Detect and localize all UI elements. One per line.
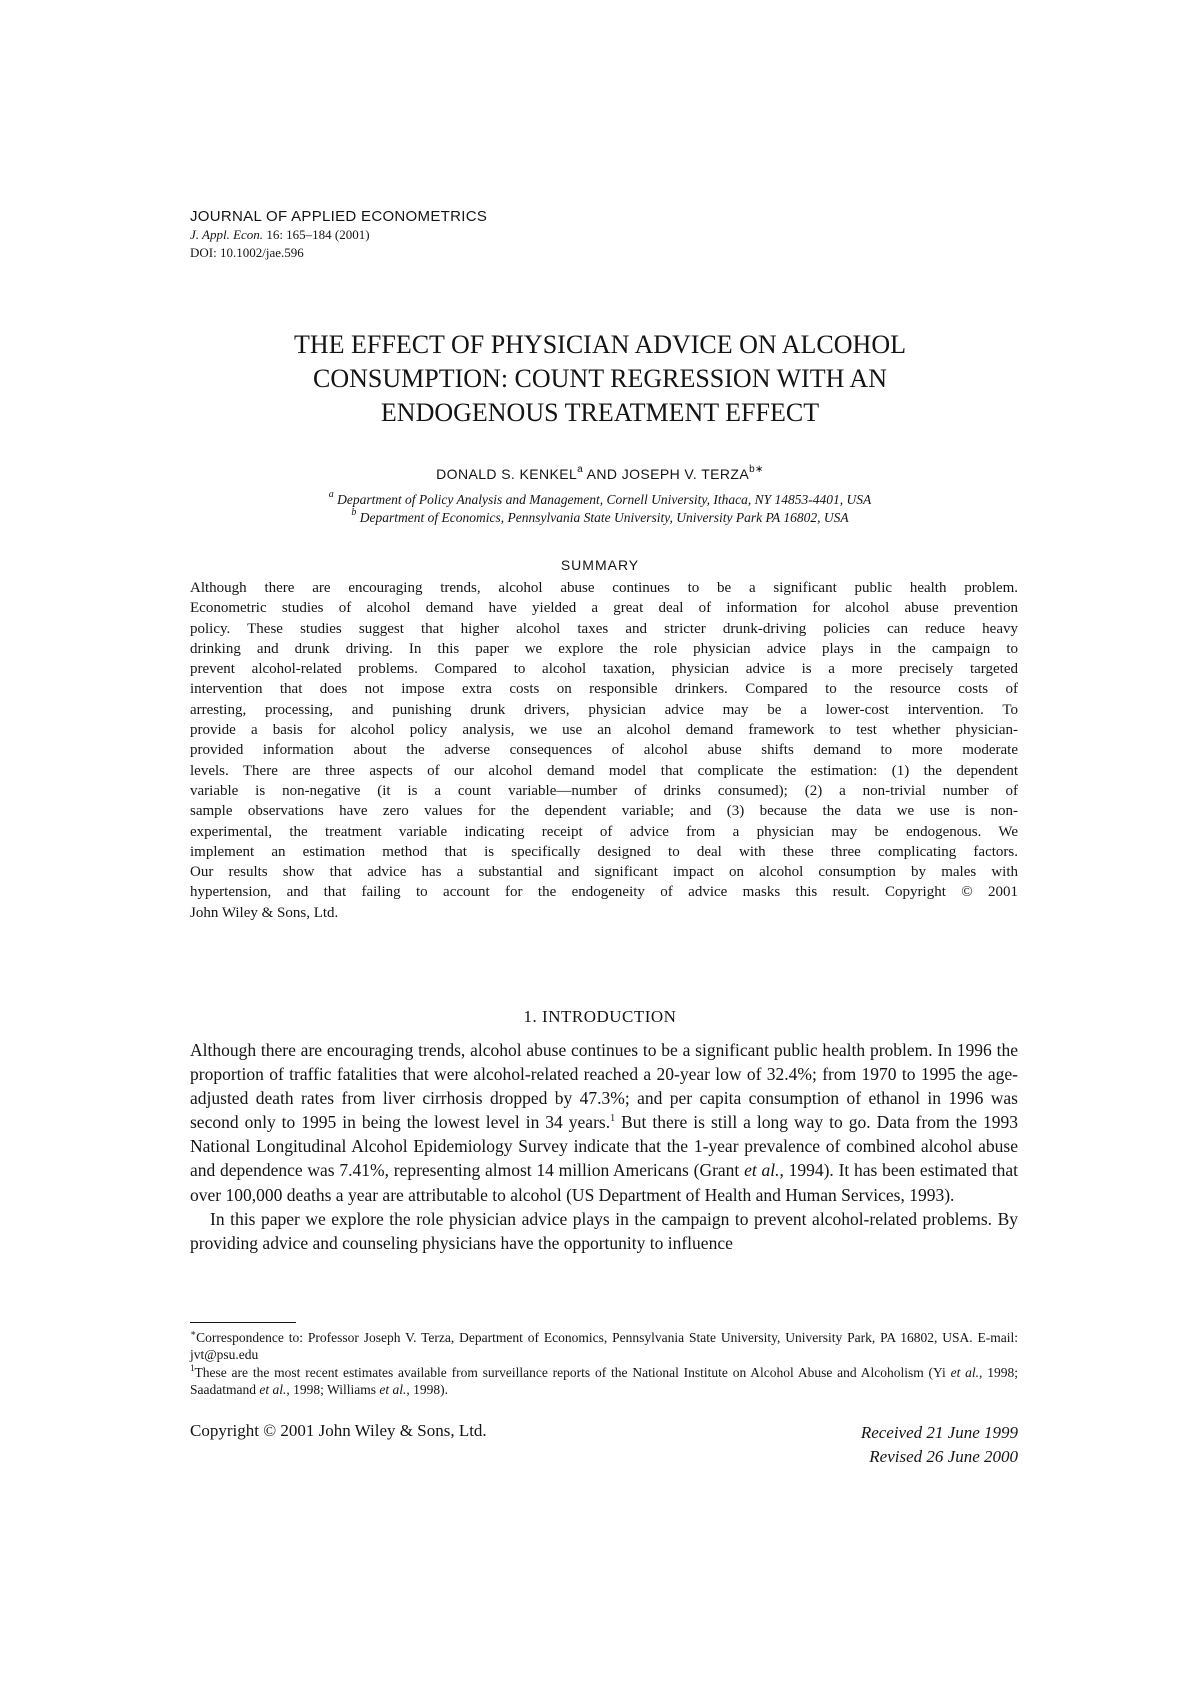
summary-line: provided information about the adverse consequences of alcohol abuse shifts demand to more moderate (190, 742, 1018, 759)
footnote-marker: 1 (190, 1362, 195, 1373)
summary-line: intervention that does not impose extra costs on responsible drinkers. Compared to the resource costs of (190, 681, 1018, 698)
summary-line: policy. These studies suggest that higher alcohol taxes and stricter drunk-driving policies can reduce heavy (190, 620, 1018, 637)
received-dates (861, 1421, 1018, 1469)
copyright-notice: Copyright © 2001 John Wiley & Sons, Ltd. (190, 1421, 487, 1440)
received-date: Received 21 June 1999 (860, 1423, 1018, 1442)
intro-paragraph: In this paper we explore the role physician advice plays in the campaign to prevent alcohol-related problems. By providing advice and counseling physicians have the opportunity to influence (190, 1208, 1018, 1253)
title-line: THE EFFECT OF PHYSICIAN ADVICE ON ALCOHOL (293, 330, 906, 359)
summary-line: prevent alcohol-related problems. Compared to alcohol taxation, physician advice is a more precisely targeted (190, 661, 1018, 678)
summary-line: levels. There are three aspects of our alcohol demand model that complicate the estimation: (1) the dependent (190, 762, 1018, 779)
revised-date: Revised 26 June 2000 (869, 1447, 1018, 1466)
footnote-1 (190, 1364, 1018, 1399)
paper-title (190, 328, 1010, 430)
intro-text: Although there are encouraging trends, alcohol abuse continues to be a significant public health problem. In 1996 the proportion of traffic fatalities that were alcohol-related reached a 20-year low of 32.4%; from 1970 to 1995 the age-adjusted death rates from liver cirrhosis dropped by 47.3%; and per capita consumption of ethanol in 1996 was second only to 1995 in being the lowest level in 34 years. (190, 1040, 1018, 1133)
summary-line: arresting, processing, and punishing drunk drivers, physician advice may be a lower-cost intervention. To (190, 701, 1018, 718)
title-line: ENDOGENOUS TREATMENT EFFECT (380, 398, 820, 427)
author-affil-marker: a (577, 464, 584, 475)
intro-paragraph (190, 1038, 1018, 1207)
footnote-marker: ∗ (190, 1328, 197, 1338)
footnote-ref: 1 (610, 1113, 616, 1125)
summary-line: hypertension, and that failing to account for the endogeneity of advice masks this result. Copyright © 2001 (190, 884, 1018, 901)
footnote-text-italic: et al. (950, 1364, 980, 1380)
summary-line: variable is non-negative (it is a count variable—number of drinks consumed); (2) a non-trivial number of (190, 782, 1018, 799)
footnote-text: Correspondence to: Professor Joseph V. Terza, Department of Economics, Pennsylvania State University, University Park, PA 16802, USA. E-mail: jvt@psu.edu (190, 1330, 1018, 1363)
authors (190, 466, 1010, 482)
summary-line: Econometric studies of alcohol demand have yielded a great deal of information for alcohol abuse prevention (190, 600, 1018, 617)
summary-abstract (190, 578, 1018, 923)
footnote-text: These are the most recent estimates available from surveillance reports of the National Institute on Alcohol Abuse and Alcoholism (Yi (194, 1364, 951, 1380)
summary-line: sample observations have zero values for the dependent variable; and (3) because the data we use is non- (190, 803, 1018, 820)
affiliation-text: Department of Economics, Pennsylvania State University, University Park PA 16802, USA (359, 510, 849, 525)
title-line: CONSUMPTION: COUNT REGRESSION WITH AN (313, 364, 887, 393)
footnote-text: , 1998; Williams (286, 1382, 380, 1398)
author-joiner: AND (586, 466, 618, 482)
summary-line: Our results show that advice has a substantial and significant impact on alcohol consumption by males with (190, 864, 1018, 881)
affiliations (190, 491, 1010, 527)
citation-journal-abbrev: J. Appl. Econ. (190, 227, 264, 242)
doi: DOI: 10.1002/jae.596 (190, 245, 304, 260)
affiliation (190, 491, 1010, 509)
author-name: JOSEPH V. TERZA (621, 466, 750, 482)
summary-line: experimental, the treatment variable indicating receipt of advice from a physician may be endogenous. We (190, 823, 1018, 840)
introduction-heading: 1. INTRODUCTION (523, 1007, 677, 1026)
affiliation-text: Department of Policy Analysis and Management, Cornell University, Ithaca, NY 14853-4401, USA (337, 492, 872, 507)
affiliation (190, 509, 1010, 527)
summary-line: drinking and drunk driving. In this paper we explore the role physician advice plays in the campaign to (190, 640, 1018, 657)
intro-text: , 1994). It has been estimated that over 100,000 deaths a year are attributable to alcohol (US Department of Health and Human Services, 1993). (190, 1160, 1018, 1205)
summary-line: implement an estimation method that is specifically designed to deal with these three complicating factors. (190, 843, 1018, 860)
summary-line: provide a basis for alcohol policy analysis, we use an alcohol demand framework to test whether physician- (190, 722, 1018, 739)
affiliation-marker: b (351, 507, 357, 518)
footnote-text-italic: et al. (259, 1382, 287, 1398)
author-name: DONALD S. KENKEL (436, 466, 578, 482)
intro-text: But there is still a long way to go. Data from the 1993 National Longitudinal Alcohol Epidemiology Survey indicate that the 1-year prevalence of combined alcohol abuse and dependence was 7.41%, representing almost 14 million Americans (Grant (190, 1112, 1018, 1181)
footnote-text-italic: et al. (379, 1382, 407, 1398)
author-affil-marker: b∗ (749, 464, 764, 475)
footnotes (190, 1329, 1018, 1399)
introduction-body (190, 1038, 1018, 1255)
summary-heading: SUMMARY (560, 557, 640, 573)
journal-name: JOURNAL OF APPLIED ECONOMETRICS (190, 208, 488, 225)
citation-volume-pages: 16: 165–184 (2001) (266, 227, 370, 242)
footnote-rule (190, 1322, 296, 1323)
intro-text-italic: et al. (744, 1160, 780, 1181)
affiliation-marker: a (328, 489, 334, 500)
footnote-text: , 1998; Saadatmand (190, 1364, 1018, 1398)
journal-citation (190, 227, 370, 243)
footnote-correspondence (190, 1329, 1018, 1364)
footnote-text: , 1998). (406, 1382, 448, 1398)
summary-line: John Wiley & Sons, Ltd. (190, 904, 339, 921)
summary-line: Although there are encouraging trends, alcohol abuse continues to be a significant public health problem. (190, 580, 1018, 596)
